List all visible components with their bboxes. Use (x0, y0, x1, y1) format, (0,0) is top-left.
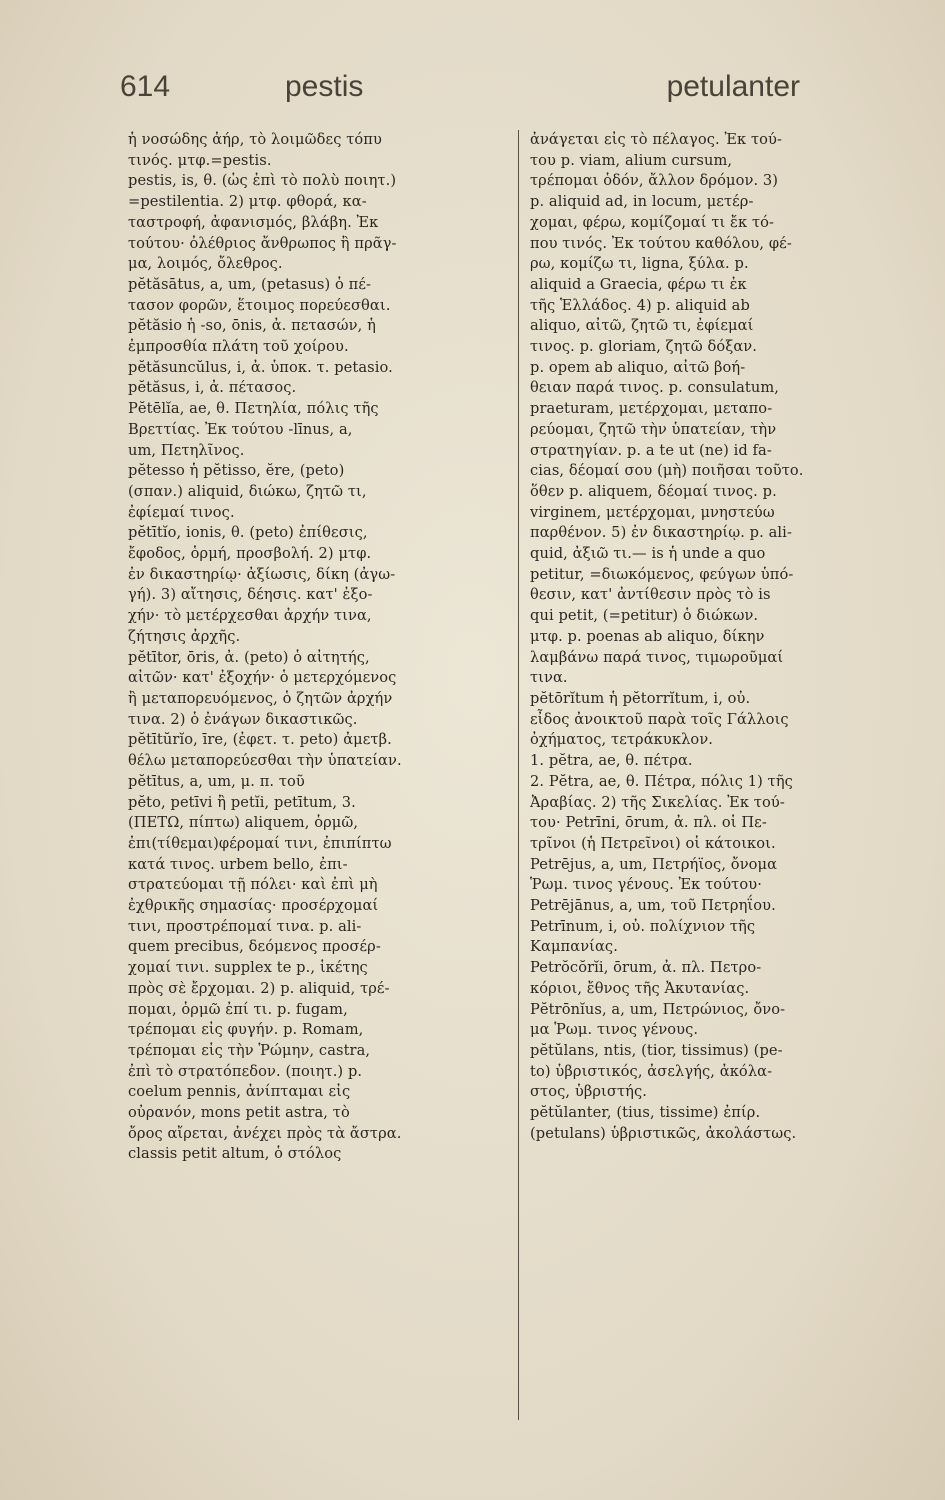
entry-line: praeturam, μετέρχομαι, μεταπο- (530, 400, 773, 418)
entry-line: τινος. p. gloriam, ζητῶ δόξαν. (530, 338, 758, 356)
entry-line: πομαι, ὁρμῶ ἐπί τι. p. fugam, (128, 1000, 348, 1018)
entry-line: ἐπὶ τὸ στρατόπεδον. (ποιητ.) p. (128, 1062, 363, 1080)
right-column (530, 130, 908, 1430)
entry-line: 1. pĕtra, ae, θ. πέτρα. (530, 752, 693, 770)
entry-line: τασον φορῶν, ἕτοιμος πορεύεσθαι. (128, 296, 391, 314)
entry-line: pĕtăsātus, a, um, (petasus) ὁ πέ- (128, 275, 372, 293)
entry-line: παρθένον. 5) ἐν δικαστηρίῳ. p. ali- (530, 524, 792, 542)
entry-line: μτφ. p. poenas ab aliquo, δίκην (530, 627, 765, 645)
column-divider (518, 130, 519, 1420)
entry-line: γή). 3) αἴτησις, δέησις. κατ' ἐξο- (128, 586, 373, 604)
entry-line: virginem, μετέρχομαι, μνηστεύω (530, 503, 775, 521)
entry-line: μα Ῥωμ. τινος γένους. (530, 1021, 699, 1039)
entry-line: που τινός. Ἐκ τούτου καθόλου, φέ- (530, 234, 792, 252)
entry-line: aliquo, αἰτῶ, ζητῶ τι, ἐφίεμαί (530, 317, 754, 335)
entry-line: ἐχθρικῆς σημασίας· προσέρχομαί (128, 897, 379, 915)
entry-line: ἔφοδος, ὁρμή, προσβολή. 2) μτφ. (128, 545, 372, 563)
entry-line: um, Πετηλῖνος. (128, 441, 245, 459)
entry-line: ρεύομαι, ζητῶ τὴν ὑπατείαν, τὴν (530, 420, 777, 438)
entry-line: χομαι, φέρω, κομίζομαί τι ἔκ τό- (530, 213, 775, 231)
entry-line: ὄρος αἴρεται, ἀνέχει πρὸς τὰ ἄστρα. (128, 1124, 402, 1142)
entry-line: quid, ἀξιῶ τι.— is ἡ unde a quo (530, 545, 766, 563)
entry-line: to) ὑβριστικός, ἀσελγής, ἀκόλα- (530, 1062, 773, 1080)
entry-line: quem precibus, δεόμενος προσέρ- (128, 938, 381, 956)
entry-line: pĕtesso ἡ pĕtisso, ĕre, (peto) (128, 462, 345, 480)
entry-line: pĕtăsus, i, ἀ. πέτασος. (128, 379, 297, 397)
left-column (128, 130, 510, 1430)
entry-line: pestis, is, θ. (ὡς ἐπὶ τὸ πολὺ ποιητ.) (128, 172, 397, 190)
page-header (120, 70, 800, 130)
entry-line: (σπαν.) aliquid, διώκω, ζητῶ τι, (128, 482, 367, 500)
entry-line: Petrŏcŏrĭi, ōrum, ἀ. πλ. Πετρο- (530, 959, 762, 977)
entry-line: pĕtōrĭtum ἡ pĕtorrĭtum, i, οὐ. (530, 689, 751, 707)
entry-line: ἐμπροσθία πλάτη τοῦ χοίρου. (128, 338, 349, 356)
entry-line: pĕtăsio ἡ -so, ōnis, ἀ. πετασών, ἡ (128, 317, 376, 335)
entry-columns (128, 130, 808, 1430)
entry-line: 2. Pĕtra, ae, θ. Πέτρα, πόλις 1) τῆς (530, 772, 793, 790)
entry-line: pĕtŭlanter, (tius, tissime) ἐπίρ. (530, 1104, 761, 1122)
entry-line: Καμπανίας. (530, 938, 618, 956)
entry-line: ὀχήματος, τετράκυκλον. (530, 731, 714, 749)
entry-line: μα, λοιμός, ὄλεθρος. (128, 255, 283, 273)
entry-line: τρέπομαι εἰς φυγήν. p. Romam, (128, 1021, 364, 1039)
entry-line: Pĕtēlĭa, ae, θ. Πετηλία, πόλις τῆς (128, 400, 379, 418)
entry-line: στρατεύομαι τῇ πόλει· καὶ ἐπὶ μὴ (128, 876, 378, 894)
entry-line: στρατηγίαν. p. a te ut (ne) id fa- (530, 441, 772, 459)
entry-line: qui petit, (=petitur) ὁ διώκων. (530, 607, 759, 625)
entry-line: κόριοι, ἔθνος τῆς Ἀκυτανίας. (530, 979, 750, 997)
entry-line: θεσιν, κατ' ἀντίθεσιν πρὸς τὸ is (530, 586, 771, 604)
entry-line: τινα. (530, 669, 568, 687)
entry-line: Petrējus, a, um, Πετρήϊος, ὄνομα (530, 855, 778, 873)
entry-line: cias, δέομαί σου (μὴ) ποιῆσαι τοῦτο. (530, 462, 804, 480)
entry-line: classis petit altum, ὁ στόλος (128, 1145, 342, 1163)
entry-line: οὐρανόν, mons petit astra, τὸ (128, 1104, 350, 1122)
entry-line: aliquid a Graecia, φέρω τι ἐκ (530, 275, 747, 293)
entry-line: (ΠΕΤΩ, πίπτω) aliquem, ὁρμῶ, (128, 814, 359, 832)
entry-line: pĕtītor, ōris, ἀ. (peto) ὁ αἰτητής, (128, 648, 370, 666)
entry-line: του p. viam, alium cursum, (530, 151, 733, 169)
entry-line: ἐν δικαστηρίῳ· ἀξίωσις, δίκη (ἀγω- (128, 565, 396, 583)
entry-line: pĕtăsuncŭlus, i, ἀ. ὑποκ. τ. petasio. (128, 358, 393, 376)
entry-line: τρέπομαι εἰς τὴν Ῥώμην, castra, (128, 1041, 371, 1059)
entry-line: ρω, κομίζω τι, ligna, ξύλα. p. (530, 255, 749, 273)
entry-line: p. opem ab aliquo, αἰτῶ βοή- (530, 358, 746, 376)
entry-line: Petrīnum, i, οὐ. πολίχνιον τῆς (530, 917, 756, 935)
page-number: 614 (120, 70, 171, 103)
entry-line: αἰτῶν· κατ' ἐξοχήν· ὁ μετερχόμενος (128, 669, 397, 687)
entry-line: τῆς Ἑλλάδος. 4) p. aliquid ab (530, 296, 750, 314)
entry-line: coelum pennis, ἀνίπταμαι εἰς (128, 1083, 351, 1101)
entry-line: τινι, προστρέπομαί τινα. p. ali- (128, 917, 362, 935)
entry-line: του· Petrīni, ōrum, ἀ. πλ. οἱ Πε- (530, 814, 767, 832)
entry-line: εἶδος ἀνοικτοῦ παρὰ τοῖς Γάλλοις (530, 710, 789, 728)
guide-word-left: pestis (285, 70, 364, 103)
entry-line: (petulans) ὑβριστικῶς, ἀκολάστως. (530, 1124, 797, 1142)
entry-line: ἢ μεταπορευόμενος, ὁ ζητῶν ἀρχήν (128, 689, 393, 707)
entry-line: pĕtŭlans, ntis, (tior, tissimus) (pe- (530, 1041, 783, 1059)
entry-line: pĕtītĭo, ionis, θ. (peto) ἐπίθεσις, (128, 524, 368, 542)
entry-line: τινα. 2) ὁ ἐνάγων δικαστικῶς. (128, 710, 358, 728)
entry-line: Petrējānus, a, um, τοῦ Πετρηΐου. (530, 897, 776, 915)
entry-line: p. aliquid ad, in locum, μετέρ- (530, 193, 754, 211)
entry-line: Ῥωμ. τινος γένους. Ἐκ τούτου· (530, 876, 762, 894)
entry-line: στος, ὑβριστής. (530, 1083, 647, 1101)
entry-line: ἐπι(τίθεμαι)φέρομαί τινι, ἐπιπίπτω (128, 834, 392, 852)
entry-line: τρέπομαι ὁδόν, ἄλλον δρόμον. 3) (530, 172, 779, 190)
entry-line: χομαί τινι. supplex te p., ἱκέτης (128, 959, 368, 977)
entry-line: κατά τινος. urbem bello, ἐπι- (128, 855, 348, 873)
entry-line: θειαν παρά τινος. p. consulatum, (530, 379, 780, 397)
entry-line: Βρεττίας. Ἐκ τούτου -līnus, a, (128, 420, 353, 438)
entry-line: petitur, =διωκόμενος, φεύγων ὑπό- (530, 565, 794, 583)
entry-line: pĕtītus, a, um, μ. π. τοῦ (128, 772, 305, 790)
entry-line: ἡ νοσώδης ἀήρ, τὸ λοιμῶδες τόπυ (128, 131, 382, 148)
entry-line: ἀνάγεται εἰς τὸ πέλαγος. Ἐκ τού- (530, 131, 783, 148)
entry-line: τρῖνοι (ἡ Πετρεῖνοι) οἱ κάτοικοι. (530, 834, 776, 852)
entry-line: ὅθεν p. aliquem, δέομαί τινος. p. (530, 482, 777, 500)
entry-line: τούτου· ὀλέθριος ἄνθρωπος ἢ πρᾶγ- (128, 234, 397, 252)
entry-line: θέλω μεταπορεύεσθαι τὴν ὑπατείαν. (128, 752, 402, 770)
entry-line: pĕtītŭrĭo, īre, (ἐφετ. τ. peto) ἀμετβ. (128, 731, 392, 749)
entry-line: λαμβάνω παρά τινος, τιμωροῦμαί (530, 648, 784, 666)
entry-line: ταστροφή, ἀφανισμός, βλάβη. Ἐκ (128, 213, 379, 231)
entry-line: Ἀραβίας. 2) τῆς Σικελίας. Ἐκ τού- (530, 793, 785, 811)
entry-line: =pestilentia. 2) μτφ. φθορά, κα- (128, 193, 367, 211)
entry-line: Pĕtrōnĭus, a, um, Πετρώνιος, ὄνο- (530, 1000, 786, 1018)
entry-line: πρὸς σὲ ἔρχομαι. 2) p. aliquid, τρέ- (128, 979, 390, 997)
entry-line: χήν· τὸ μετέρχεσθαι ἀρχήν τινα, (128, 607, 372, 625)
entry-line: τινός. μτφ.=pestis. (128, 151, 272, 169)
guide-word-right: petulanter (666, 70, 800, 103)
entry-line: ζήτησις ἀρχῆς. (128, 627, 241, 645)
entry-line: ἐφίεμαί τινος. (128, 503, 235, 521)
entry-line: pĕto, petīvi ἢ petĭi, petītum, 3. (128, 793, 356, 811)
